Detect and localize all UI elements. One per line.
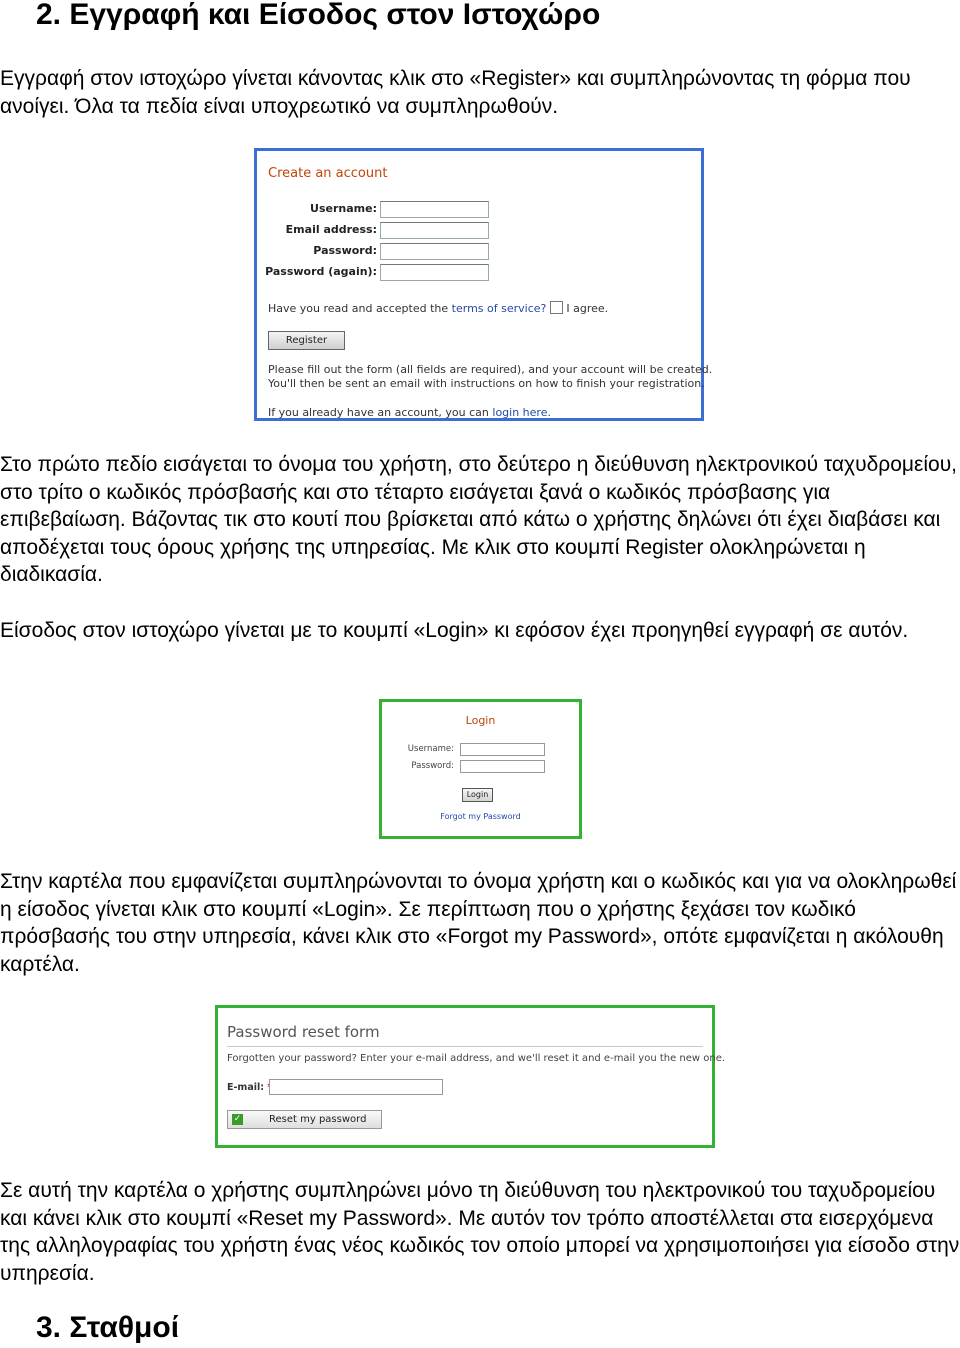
- email-label: [227, 1082, 272, 1093]
- paragraph: Στην καρτέλα που εμφανίζεται συμπληρώνονται το όνομα χρήστη και ο κωδικός και για να ολοκληρωθεί η είσοδος γίνεται κλικ στο κουμπί «Login». Σε περίπτωση που ο χρήστης ξεχάσει τον κωδικό πρόσβασής του στην υπηρεσία, κάνει κλικ στο «Forgot my Password», οπότε εμφανίζεται η ακόλουθη καρτέλα.: [0, 870, 957, 976]
- password-reset-screenshot: [215, 1005, 726, 1148]
- divider: [227, 1046, 703, 1047]
- paragraph: Εγγραφή στον ιστοχώρο γίνεται κάνοντας κλικ στο «Register» και συμπληρώνοντας τη φόρμα που ανοίγει. Όλα τα πεδία είναι υποχρεωτικό να συμπληρωθούν.: [0, 67, 911, 118]
- login-line: [268, 406, 551, 419]
- paragraph: Στο πρώτο πεδίο εισάγεται το όνομα του χρήστη, στο δεύτερο η διεύθυνση ηλεκτρονικού ταχυδρομείου, στο τρίτο ο κωδικός πρόσβασής και στο τέταρτο εισάγεται ξανά ο κωδικός πρόσβασης για επιβεβαίωση. Βάζοντας τικ στο κουτί που βρίσκεται από κάτω ο χρήστης δηλώνει ότι έχει διαβάσει και αποδέχεται τους όρους χρήσης της υπηρεσίας. Με κλικ στο κουμπί Register ολοκληρώνεται η διαδικασία.: [0, 453, 958, 587]
- form-note: Please fill out the form (all fields are required), and your account will be created.: [268, 363, 713, 376]
- check-icon: ✓: [233, 1114, 242, 1124]
- email-label-text: E-mail:: [227, 1082, 265, 1093]
- login-button[interactable]: Login: [462, 788, 493, 802]
- password-input[interactable]: [380, 243, 489, 260]
- register-button[interactable]: Register: [268, 331, 345, 350]
- password-label: Password:: [411, 761, 454, 771]
- login-suffix: .: [547, 406, 551, 419]
- email-label: Email address:: [285, 223, 377, 236]
- login-screenshot: [379, 699, 582, 839]
- paragraph: Σε αυτή την καρτέλα ο χρήστης συμπληρώνει μόνο τη διεύθυνση του ηλεκτρονικού του ταχυδρομείου και κάνει κλικ στο κουμπί «Reset my Password». Με αυτόν τον τρόπο αποστέλλεται στα εισερχόμενα της αλληλογραφίας του χρήστη ένας νέος κωδικός τον οποίο μπορεί να χρησιμοποιήσει για είσοδο στην υπηρεσία.: [0, 1179, 960, 1285]
- password-label: Password:: [313, 244, 377, 257]
- forgot-password-link[interactable]: Forgot my Password: [440, 812, 521, 821]
- password-again-label: Password (again):: [265, 265, 377, 278]
- password-input[interactable]: [460, 760, 545, 773]
- tos-line: [268, 301, 608, 315]
- reset-button-label: Reset my password: [269, 1114, 367, 1125]
- section-heading: 3. Σταθμοί: [36, 1311, 180, 1344]
- paragraph: Είσοδος στον ιστοχώρο γίνεται με το κουμπί «Login» κι εφόσον έχει προηγηθεί εγγραφή σε αυτόν.: [0, 619, 909, 642]
- agree-label: I agree.: [566, 302, 609, 315]
- reset-form-title: Password reset form: [227, 1023, 380, 1041]
- agree-checkbox[interactable]: [550, 301, 563, 314]
- create-account-screenshot: [254, 148, 713, 421]
- username-label: Username:: [407, 744, 454, 754]
- section-heading: 2. Εγγραφή και Είσοδος στον Ιστοχώρο: [36, 0, 601, 31]
- login-prefix: If you already have an account, you can: [268, 406, 489, 419]
- username-label: Username:: [310, 202, 377, 215]
- email-input[interactable]: [380, 222, 489, 239]
- password-again-input[interactable]: [380, 264, 489, 281]
- login-title: Login: [465, 714, 496, 727]
- login-here-link[interactable]: login here: [492, 406, 548, 419]
- username-input[interactable]: [380, 201, 489, 218]
- form-note: You'll then be sent an email with instructions on how to finish your registration.: [268, 377, 705, 390]
- reset-password-button[interactable]: [227, 1110, 382, 1129]
- email-input[interactable]: [269, 1079, 443, 1095]
- tos-prefix: Have you read and accepted the: [268, 302, 449, 315]
- username-input[interactable]: [460, 743, 545, 756]
- form-title: Create an account: [268, 166, 388, 181]
- reset-instructions: Forgotten your password? Enter your e-mail address, and we'll reset it and e-mail you the new one.: [227, 1053, 726, 1064]
- tos-link[interactable]: terms of service?: [451, 302, 547, 315]
